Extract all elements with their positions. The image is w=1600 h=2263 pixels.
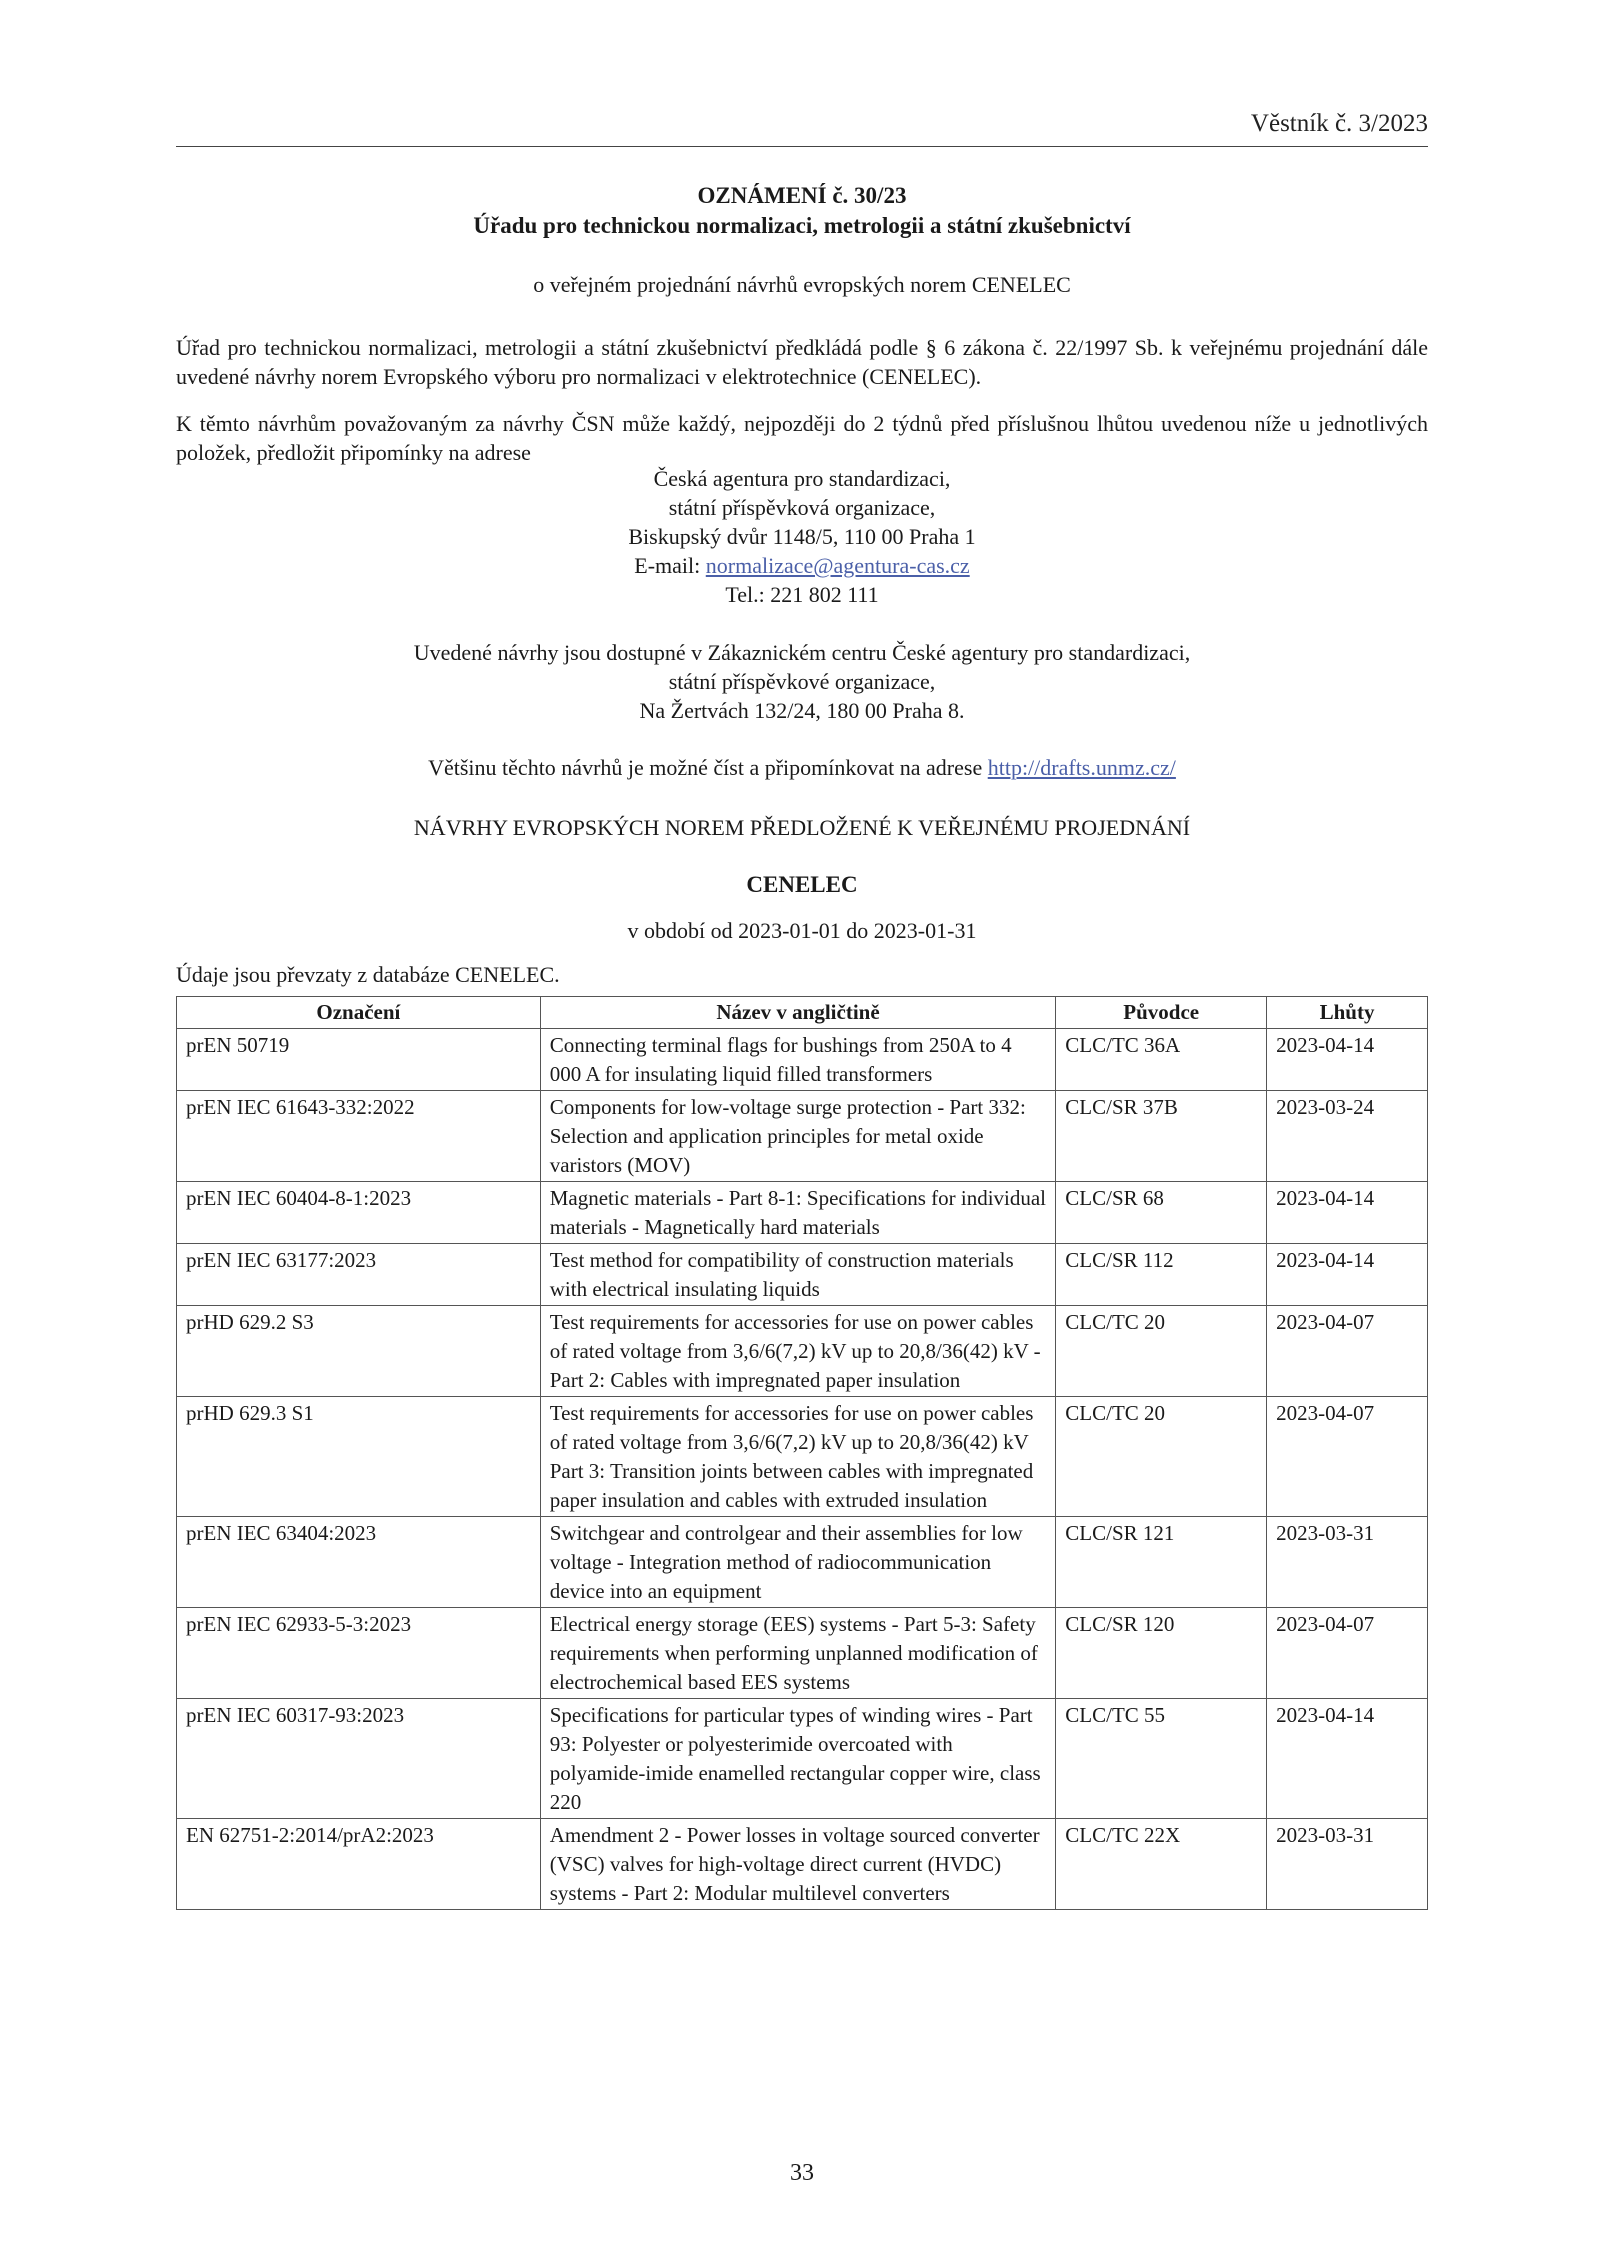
drafts-link[interactable]: http://drafts.unmz.cz/ [987, 755, 1176, 780]
header-divider [176, 146, 1428, 147]
originator-cell: CLC/TC 20 [1056, 1306, 1267, 1397]
deadline-cell: 2023-04-14 [1267, 1244, 1428, 1306]
designation-cell: prEN IEC 60404-8-1:2023 [177, 1182, 541, 1244]
designation-cell: prEN IEC 61643-332:2022 [177, 1091, 541, 1182]
designation-cell: prEN IEC 62933-5-3:2023 [177, 1608, 541, 1699]
availability-line: Na Žertvách 132/24, 180 00 Praha 8. [639, 698, 965, 723]
notice-title: OZNÁMENÍ č. 30/23 [697, 183, 907, 208]
originator-cell: CLC/TC 36A [1056, 1029, 1267, 1091]
table-row [177, 1608, 1428, 1699]
designation-cell: prEN IEC 63404:2023 [177, 1517, 541, 1608]
designation-cell: prEN IEC 60317-93:2023 [177, 1699, 541, 1819]
section-heading: NÁVRHY EVROPSKÝCH NOREM PŘEDLOŽENÉ K VEŘEJNÉMU PROJEDNÁNÍ [413, 815, 1191, 840]
designation-cell: prEN IEC 63177:2023 [177, 1244, 541, 1306]
title-cell: Connecting terminal flags for bushings from 250A to 4 000 A for insulating liquid filled transformers [540, 1029, 1056, 1091]
table-row [177, 1029, 1428, 1091]
email-link[interactable]: normalizace@agentura-cas.cz [705, 553, 970, 578]
column-header: Označení [177, 997, 541, 1029]
title-cell: Switchgear and controlgear and their assemblies for low voltage - Integration method of radiocommunication device into an equipment [540, 1517, 1056, 1608]
notice-authority: Úřadu pro technickou normalizaci, metrologii a státní zkušebnictví [473, 213, 1131, 238]
originator-cell: CLC/SR 121 [1056, 1517, 1267, 1608]
column-header: Název v angličtině [540, 997, 1056, 1029]
table-row [177, 1699, 1428, 1819]
originator-cell: CLC/TC 55 [1056, 1699, 1267, 1819]
table-header-row [177, 997, 1428, 1029]
availability-line: státní příspěvkové organizace, [668, 669, 936, 694]
journal-header: Věstník č. 3/2023 [1250, 110, 1428, 137]
deadline-cell: 2023-03-24 [1267, 1091, 1428, 1182]
notice-subtitle: o veřejném projednání návrhů evropských norem CENELEC [533, 272, 1071, 297]
deadline-cell: 2023-04-07 [1267, 1608, 1428, 1699]
title-cell: Magnetic materials - Part 8-1: Specifications for individual materials - Magnetically hard materials [540, 1182, 1056, 1244]
table-row [177, 1397, 1428, 1517]
title-cell: Components for low-voltage surge protection - Part 332: Selection and application principles for metal oxide varistors (MOV) [540, 1091, 1056, 1182]
title-cell: Specifications for particular types of winding wires - Part 93: Polyester or polyesterimide overcoated with polyamide-imide enamelled rectangular copper wire, class 220 [540, 1699, 1056, 1819]
originator-cell: CLC/TC 22X [1056, 1819, 1267, 1910]
organization-heading: CENELEC [746, 872, 858, 897]
originator-cell: CLC/SR 120 [1056, 1608, 1267, 1699]
deadline-cell: 2023-04-14 [1267, 1029, 1428, 1091]
availability-line: Uvedené návrhy jsou dostupné v Zákaznickém centru České agentury pro standardizaci, [413, 640, 1191, 665]
deadline-cell: 2023-04-14 [1267, 1182, 1428, 1244]
originator-cell: CLC/SR 112 [1056, 1244, 1267, 1306]
title-cell: Amendment 2 - Power losses in voltage sourced converter (VSC) valves for high-voltage direct current (HVDC) systems - Part 2: Modular multilevel converters [540, 1819, 1056, 1910]
designation-cell: prHD 629.2 S3 [177, 1306, 541, 1397]
deadline-cell: 2023-04-14 [1267, 1699, 1428, 1819]
designation-cell: prHD 629.3 S1 [177, 1397, 541, 1517]
address-line: Biskupský dvůr 1148/5, 110 00 Praha 1 [628, 524, 976, 549]
page-number: 33 [790, 2160, 814, 2186]
deadline-cell: 2023-03-31 [1267, 1819, 1428, 1910]
table-row [177, 1819, 1428, 1910]
table-row [177, 1306, 1428, 1397]
designation-cell: prEN 50719 [177, 1029, 541, 1091]
deadline-cell: 2023-03-31 [1267, 1517, 1428, 1608]
contact-address [176, 464, 1428, 609]
source-note: Údaje jsou převzaty z databáze CENELEC. [176, 962, 560, 987]
drafts-text: Většinu těchto návrhů je možné číst a připomínkovat na adrese [428, 755, 988, 780]
period-line: v období od 2023-01-01 do 2023-01-31 [627, 918, 977, 943]
title-cell: Electrical energy storage (EES) systems - Part 5-3: Safety requirements when performing unplanned modification of electrochemical based EES systems [540, 1608, 1056, 1699]
title-cell: Test requirements for accessories for use on power cables of rated voltage from 3,6/6(7,2) kV up to 20,8/36(42) kV - Part 2: Cables with impregnated paper insulation [540, 1306, 1056, 1397]
table-row [177, 1091, 1428, 1182]
deadline-cell: 2023-04-07 [1267, 1306, 1428, 1397]
table-row [177, 1244, 1428, 1306]
originator-cell: CLC/TC 20 [1056, 1397, 1267, 1517]
column-header: Lhůty [1267, 997, 1428, 1029]
email-line [176, 551, 1428, 580]
norms-table [176, 996, 1428, 1910]
originator-cell: CLC/SR 37B [1056, 1091, 1267, 1182]
table-row [177, 1517, 1428, 1608]
address-line: státní příspěvková organizace, [668, 495, 936, 520]
table-row [177, 1182, 1428, 1244]
address-line: Česká agentura pro standardizaci, [653, 466, 951, 491]
designation-cell: EN 62751-2:2014/prA2:2023 [177, 1819, 541, 1910]
availability-block [176, 638, 1428, 725]
title-cell: Test method for compatibility of construction materials with electrical insulating liquids [540, 1244, 1056, 1306]
column-header: Původce [1056, 997, 1267, 1029]
originator-cell: CLC/SR 68 [1056, 1182, 1267, 1244]
deadline-cell: 2023-04-07 [1267, 1397, 1428, 1517]
email-label: E-mail: [634, 553, 706, 578]
comments-paragraph: K těmto návrhům považovaným za návrhy ČSN může každý, nejpozději do 2 týdnů před příslušnou lhůtou uvedenou níže u jednotlivých položek, předložit připomínky na adrese [176, 411, 1428, 465]
phone-line: Tel.: 221 802 111 [725, 582, 879, 607]
title-cell: Test requirements for accessories for use on power cables of rated voltage from 3,6/6(7,2) kV up to 20,8/36(42) kV Part 3: Transition joints between cables with impregnated paper insulation and cables with extruded insulation [540, 1397, 1056, 1517]
intro-paragraph: Úřad pro technickou normalizaci, metrologii a státní zkušebnictví předkládá podle § 6 zákona č. 22/1997 Sb. k veřejnému projednání dále uvedené návrhy norem Evropského výboru pro normalizaci v elektrotechnice (CENELEC). [176, 335, 1428, 389]
drafts-line [176, 755, 1428, 781]
